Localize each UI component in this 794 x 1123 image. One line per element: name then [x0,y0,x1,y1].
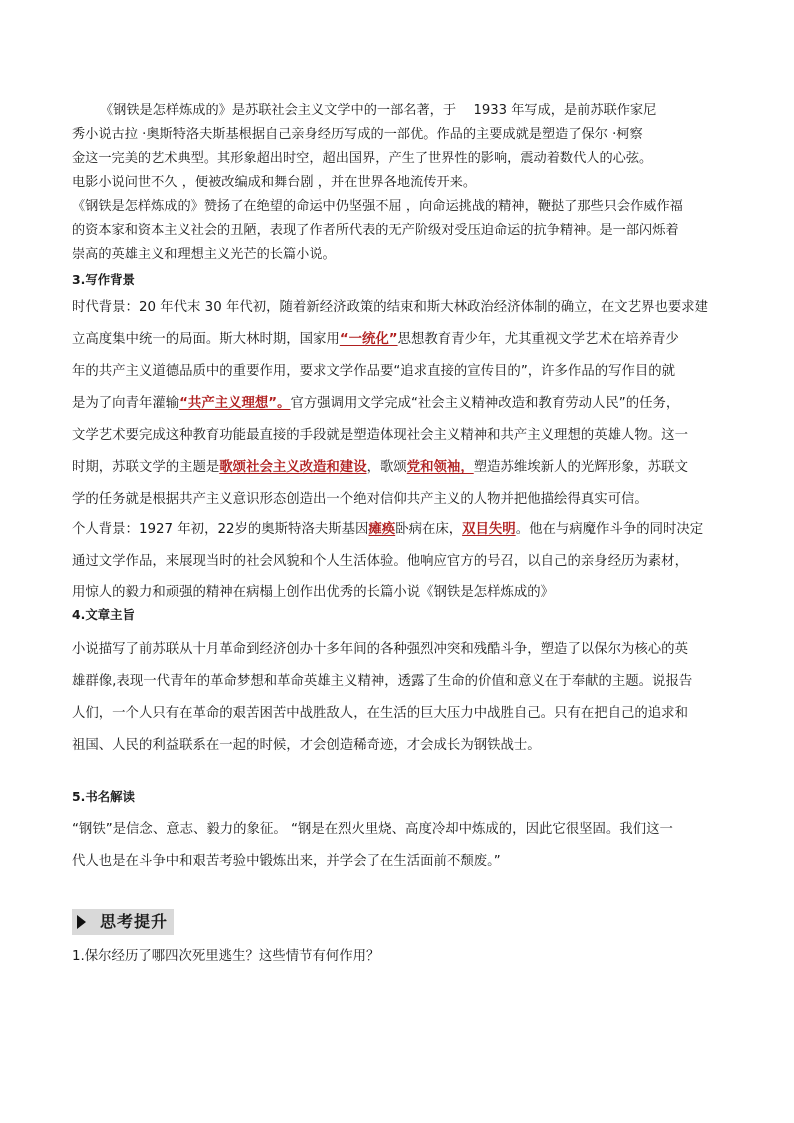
s4-line-3: 人们，一个人只有在革命的艰苦困苦中战胜敌人，在生活的巨大压力中战胜自己。只有在把自己的追求和 [72,706,688,721]
intro-line-1: 《钢铁是怎样炼成的》是苏联社会主义文学中的一部名著，于 1933 年写成，是前苏联作家尼 [100,103,657,118]
s3-line-9: 通过文学作品，来展现当时的社会风貌和个人生活体验。他响应官方的号召，以自己的亲身经历为素材， [72,554,688,569]
intro-line-4: 电影小说问世不久 ，便被改编成和舞台剧 ，并在世界各地流传开来。 [72,175,477,190]
highlight-paralysis: 瘫痪 [368,522,396,537]
s3-line-10: 用惊人的毅力和顽强的精神在病榻上创作出优秀的长篇小说《钢铁是怎样炼成的》 [72,585,555,600]
highlight-socialist-construction: 歌颂社会主义改造和建设 [219,460,367,475]
intro-line-3: 金这一完美的艺术典型。其形象超出时空，超出国界，产生了世界性的影响，震动着数代人的心弦。 [72,151,653,166]
highlight-blindness: 双目失明 [462,522,516,537]
highlight-communist-ideal: “共产主义理想”。 [179,396,291,411]
s3-line-8: 个人背景：1927 年初，22岁的奥斯特洛夫斯基因瘫痪卧病在床，双目失明。他在与病魔作斗争的同时决定 [72,522,704,537]
s3-line-2: 立高度集中统一的局面。斯大林时期，国家用“一统化”思想教育青少年，尤其重视文学艺术在培养青少 [72,332,679,347]
intro-line-5: 《钢铁是怎样炼成的》赞扬了在绝望的命运中仍坚强不屈 ，向命运挑战的精神，鞭挞了那些只会作威作福 [72,199,683,214]
s3-line-3: 年的共产主义道德品质中的重要作用，要求文学作品要“追求直接的宣传目的”，许多作品的写作目的就 [72,364,676,379]
heading-main-theme: 4.文章主旨 [72,607,135,622]
s3-line-7: 学的任务就是根据共产主义意识形态创造出一个绝对信仰共产主义的人物并把他描绘得真实可信。 [72,492,648,507]
s5-line-2: 代人也是在斗争中和艰苦考验中锻炼出来，并学会了在生活面前不颓废。” [72,854,501,869]
s4-line-1: 小说描写了前苏联从十月革命到经济创办十多年间的各种强烈冲突和残酷斗争，塑造了以保尔为核心的英 [72,642,688,657]
think-section-banner [72,909,174,935]
heading-writing-background: 3.写作背景 [72,272,135,287]
intro-line-7: 崇高的英雄主义和理想主义光芒的长篇小说。 [72,247,336,262]
highlight-party-leader: 党和领袖， [406,460,474,475]
s4-line-4: 祖国、人民的利益联系在一起的时候，才会创造稀奇迹，才会成长为钢铁战士。 [72,738,541,753]
arrow-right-icon [77,915,86,929]
think-section-title: 思考提升 [100,912,169,931]
s4-line-2: 雄群像,表现一代青年的革命梦想和革命英雄主义精神，透露了生命的价值和意义在于奉献的主题。说报告 [72,674,693,689]
highlight-unified: “一统化” [339,332,398,347]
question-1: 1.保尔经历了哪四次死里逃生？这些情节有何作用？ [72,949,380,964]
s3-line-5: 文学艺术要完成这种教育功能最直接的手段就是塑造体现社会主义精神和共产主义理想的英雄人物。这一 [72,428,688,443]
s3-line-6: 时期，苏联文学的主题是歌颂社会主义改造和建设，歌颂党和领袖，塑造苏维埃新人的光辉形象，苏联文 [72,460,688,475]
s5-line-1: “钢铁”是信念、意志、毅力的象征。 “钢是在烈火里烧、高度冷却中炼成的，因此它很坚固。我们这一 [72,822,673,837]
heading-title-interpretation: 5.书名解读 [72,789,135,804]
s3-line-4: 是为了向青年灌输“共产主义理想”。官方强调用文学完成“社会主义精神改造和教育劳动人民”的任务， [72,396,680,411]
intro-line-2: 秀小说古拉 ·奥斯特洛夫斯基根据自己亲身经历写成的一部优。作品的主要成就是塑造了保尔 ·柯察 [72,127,643,142]
intro-line-6: 的资本家和资本主义社会的丑陋，表现了作者所代表的无产阶级对受压迫命运的抗争精神。是一部闪烁着 [72,223,679,238]
s3-line-1: 时代背景：20 年代末 30 年代初，随着新经济政策的结束和斯大林政治经济体制的确立，在文艺界也要求建 [72,300,709,315]
